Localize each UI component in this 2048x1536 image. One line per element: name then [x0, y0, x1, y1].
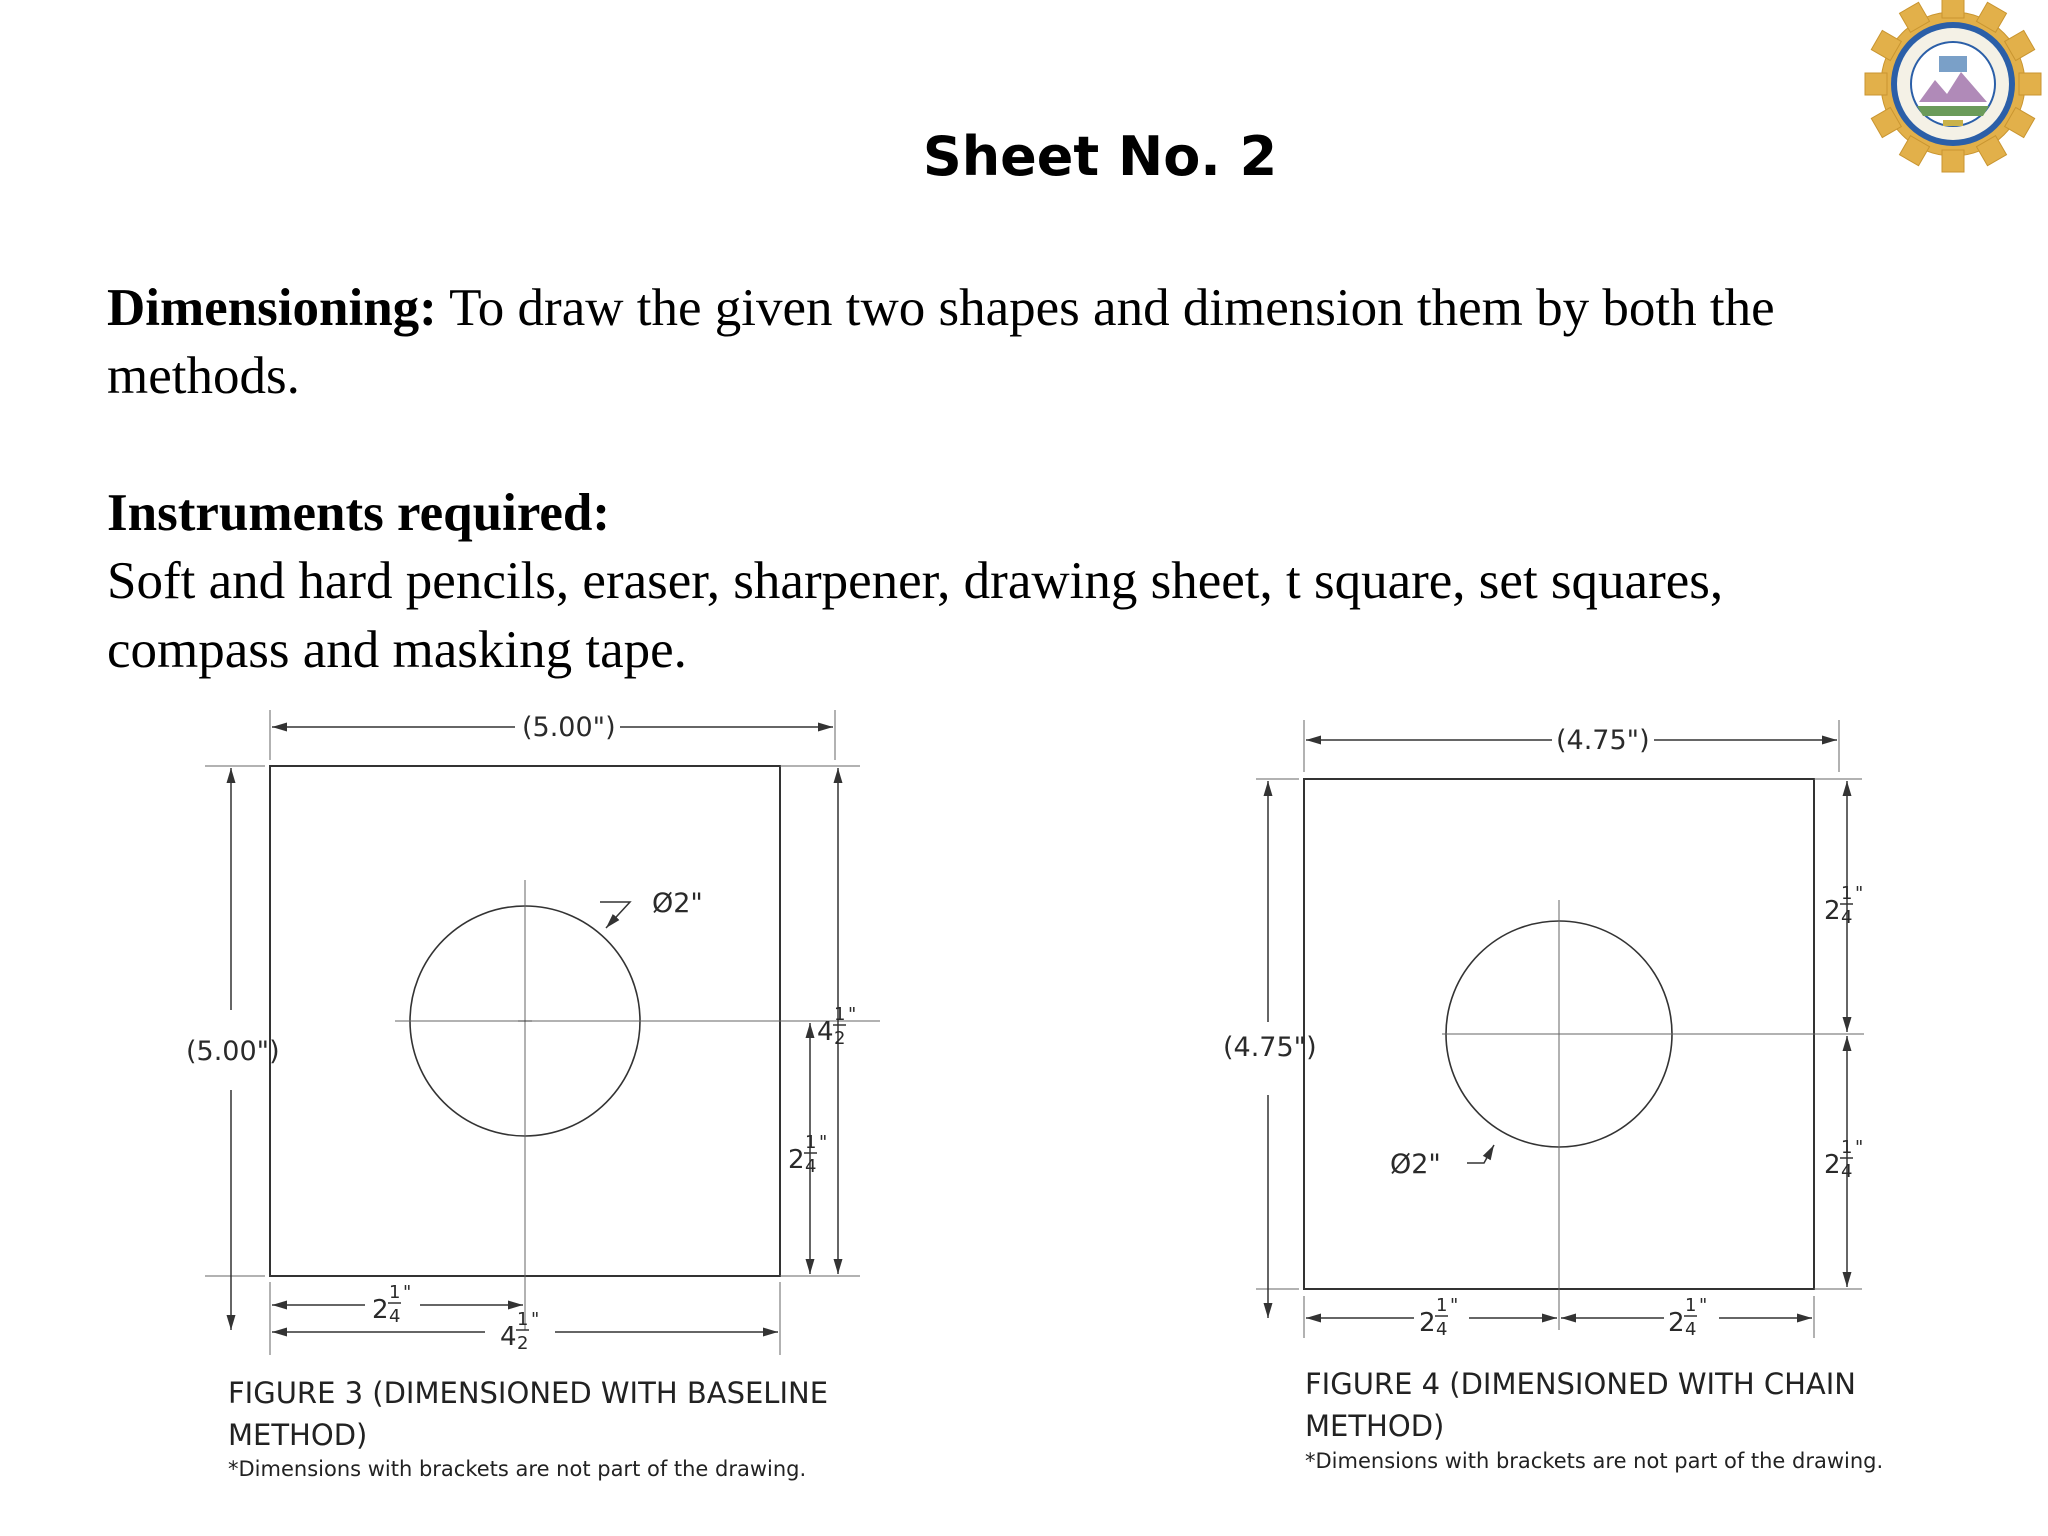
- figure-3-caption-line-1: FIGURE 3 (DIMENSIONED WITH BASELINE: [228, 1376, 829, 1410]
- svg-text:4: 4: [1685, 1319, 1697, 1340]
- svg-text:": ": [403, 1282, 412, 1303]
- figure-3-note: *Dimensions with brackets are not part of the drawing.: [228, 1457, 807, 1481]
- svg-text:2: 2: [517, 1333, 529, 1354]
- dimensioning-text: To draw the given two shapes and dimension them by both the: [449, 279, 1775, 337]
- figure-4-caption-line-1: FIGURE 4 (DIMENSIONED WITH CHAIN: [1305, 1367, 1856, 1401]
- figure-4-diameter-label: Ø2": [1390, 1149, 1441, 1180]
- svg-text:": ": [1699, 1295, 1708, 1316]
- figure-4-caption-line-2: METHOD): [1305, 1409, 1445, 1443]
- svg-text:4: 4: [805, 1156, 817, 1177]
- dimensioning-text-continued: methods.: [107, 347, 300, 405]
- svg-text:2: 2: [1824, 896, 1841, 926]
- figure-3-height-label: (5.00"): [186, 1036, 280, 1067]
- figure-3-diameter-label: Ø2": [652, 888, 703, 919]
- svg-text:2: 2: [834, 1028, 846, 1049]
- figure-3-bottom-inner-dim: [372, 1282, 411, 1327]
- figure-3-right-outer-dim: [817, 1004, 856, 1049]
- figure-4-width-label: (4.75"): [1556, 725, 1650, 756]
- svg-text:1: 1: [389, 1282, 401, 1303]
- figure-3-width-label: (5.00"): [522, 712, 616, 743]
- figure-4-height-label: (4.75"): [1223, 1032, 1317, 1063]
- figure-4-right-top-dim: [1824, 883, 1863, 928]
- svg-text:1: 1: [1436, 1295, 1448, 1316]
- figure-4: [1024, 0, 2048, 1536]
- svg-text:1: 1: [805, 1132, 817, 1153]
- page-title: Sheet No. 2: [922, 125, 1278, 188]
- svg-text:4: 4: [817, 1017, 834, 1047]
- figure-4-note: *Dimensions with brackets are not part of the drawing.: [1305, 1449, 1884, 1473]
- figure-4-right-bottom-dim: [1824, 1137, 1863, 1182]
- svg-text:": ": [1855, 883, 1864, 904]
- svg-text:": ": [1450, 1295, 1459, 1316]
- instruments-label: Instruments required:: [107, 484, 611, 542]
- svg-text:1: 1: [1841, 1137, 1853, 1158]
- svg-text:": ": [1855, 1137, 1864, 1158]
- figure-4-bottom-right-dim: [1668, 1295, 1707, 1340]
- figure-4-bottom-left-dim: [1419, 1295, 1458, 1340]
- svg-text:1: 1: [517, 1309, 529, 1330]
- svg-text:2: 2: [788, 1145, 805, 1175]
- dimensioning-label: Dimensioning:: [107, 279, 437, 337]
- svg-text:2: 2: [1419, 1308, 1436, 1338]
- svg-text:4: 4: [1841, 1161, 1853, 1182]
- svg-text:4: 4: [500, 1322, 517, 1352]
- svg-text:": ": [819, 1132, 828, 1153]
- figure-3-bottom-outer-dim: [500, 1309, 539, 1354]
- instruments-line-2: compass and masking tape.: [107, 621, 687, 679]
- instruments-line-1: Soft and hard pencils, eraser, sharpener, drawing sheet, t square, set squares,: [107, 552, 1724, 610]
- figure-3-right-inner-dim: [788, 1132, 827, 1177]
- svg-text:2: 2: [372, 1295, 389, 1325]
- figure-3-caption-line-2: METHOD): [228, 1418, 368, 1452]
- svg-text:4: 4: [1841, 907, 1853, 928]
- svg-text:2: 2: [1668, 1308, 1685, 1338]
- svg-text:": ": [531, 1309, 540, 1330]
- svg-text:": ": [848, 1004, 857, 1025]
- svg-text:1: 1: [1685, 1295, 1697, 1316]
- svg-text:2: 2: [1824, 1150, 1841, 1180]
- svg-text:4: 4: [389, 1306, 401, 1327]
- svg-text:1: 1: [834, 1004, 846, 1025]
- svg-text:4: 4: [1436, 1319, 1448, 1340]
- svg-text:1: 1: [1841, 883, 1853, 904]
